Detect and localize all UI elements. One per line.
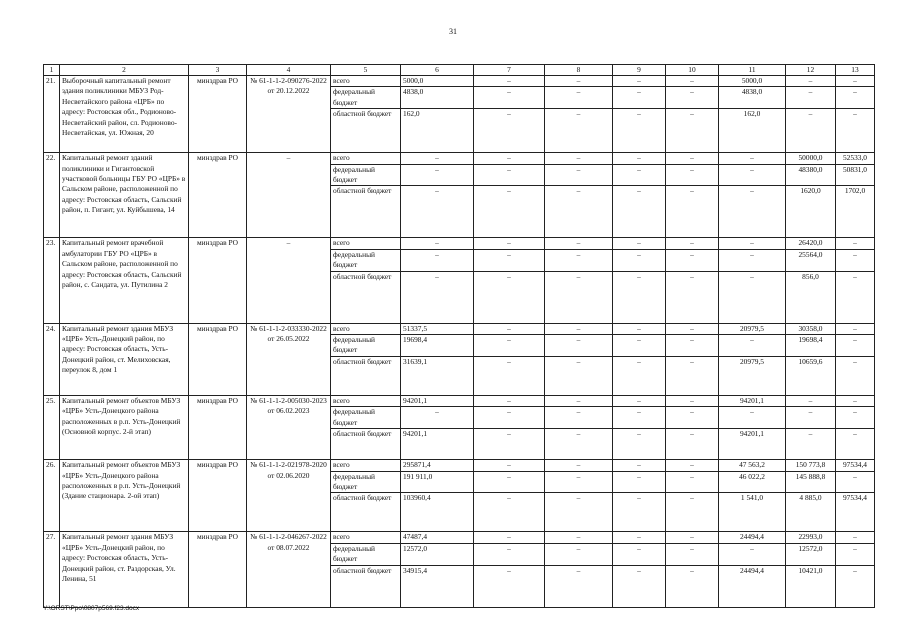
amount-cell: – bbox=[786, 429, 836, 460]
amount-cell: 103960,4 bbox=[401, 493, 474, 532]
object-description: Капитальный ремонт здания МБУЗ «ЦРБ» Усть-Донецкий район, по адресу: Ростовская область, Усть-Донецкий район, ст. Раздорская, Ул. Ленина, 51 bbox=[60, 532, 189, 607]
amount-cell: – bbox=[474, 407, 545, 429]
amount-cell: – bbox=[719, 543, 786, 565]
amount-cell: – bbox=[836, 471, 875, 493]
amount-cell: – bbox=[836, 565, 875, 607]
amount-cell: 50000,0 bbox=[786, 153, 836, 164]
amount-cell: 48380,0 bbox=[786, 164, 836, 186]
funding-source: всего bbox=[331, 395, 401, 406]
funding-source: всего bbox=[331, 532, 401, 543]
amount-cell: – bbox=[666, 335, 719, 357]
responsible-agency: минздрав РО bbox=[189, 460, 247, 532]
amount-cell: – bbox=[836, 532, 875, 543]
amount-cell: 30358,0 bbox=[786, 323, 836, 334]
funding-source: федеральный бюджет bbox=[331, 249, 401, 271]
column-number: 11 bbox=[719, 65, 786, 76]
column-number: 3 bbox=[189, 65, 247, 76]
row-number: 24. bbox=[44, 323, 60, 395]
amount-cell: – bbox=[836, 109, 875, 153]
expertise-document: – bbox=[247, 153, 331, 238]
amount-cell: 295871,4 bbox=[401, 460, 474, 471]
amount-cell: – bbox=[613, 109, 666, 153]
amount-cell: – bbox=[613, 87, 666, 109]
amount-cell: 94201,1 bbox=[401, 429, 474, 460]
responsible-agency: минздрав РО bbox=[189, 238, 247, 323]
amount-cell: – bbox=[719, 271, 786, 323]
amount-cell: – bbox=[836, 543, 875, 565]
amount-cell: – bbox=[836, 429, 875, 460]
amount-cell: – bbox=[613, 407, 666, 429]
funding-table bbox=[43, 64, 875, 608]
funding-source: областной бюджет bbox=[331, 186, 401, 238]
funding-source: областной бюджет bbox=[331, 356, 401, 395]
amount-cell: – bbox=[613, 493, 666, 532]
amount-cell: – bbox=[401, 153, 474, 164]
amount-cell: – bbox=[666, 356, 719, 395]
amount-cell: – bbox=[613, 153, 666, 164]
row-number: 25. bbox=[44, 395, 60, 459]
amount-cell: 46 022,2 bbox=[719, 471, 786, 493]
amount-cell: – bbox=[613, 565, 666, 607]
table-row bbox=[44, 532, 875, 543]
amount-cell: – bbox=[836, 335, 875, 357]
amount-cell: – bbox=[545, 471, 613, 493]
amount-cell: – bbox=[786, 76, 836, 87]
amount-cell: 162,0 bbox=[719, 109, 786, 153]
amount-cell: 4838,0 bbox=[719, 87, 786, 109]
amount-cell: – bbox=[666, 565, 719, 607]
amount-cell: 20979,5 bbox=[719, 323, 786, 334]
amount-cell: 24494,4 bbox=[719, 565, 786, 607]
column-number: 7 bbox=[474, 65, 545, 76]
amount-cell: – bbox=[666, 532, 719, 543]
amount-cell: – bbox=[474, 565, 545, 607]
amount-cell: – bbox=[719, 335, 786, 357]
object-description: Капитальный ремонт объектов МБУЗ «ЦРБ» Усть-Донецкого района расположенных в р.п. Усть-Донецкий (Здание стационара. 2-ой этап) bbox=[60, 460, 189, 532]
amount-cell: 4 885,0 bbox=[786, 493, 836, 532]
funding-source: федеральный бюджет bbox=[331, 335, 401, 357]
amount-cell: – bbox=[474, 76, 545, 87]
amount-cell: – bbox=[401, 164, 474, 186]
amount-cell: – bbox=[474, 271, 545, 323]
funding-source: областной бюджет bbox=[331, 271, 401, 323]
column-number: 10 bbox=[666, 65, 719, 76]
amount-cell: – bbox=[666, 249, 719, 271]
amount-cell: 10421,0 bbox=[786, 565, 836, 607]
table-row bbox=[44, 76, 875, 87]
amount-cell: 94201,1 bbox=[401, 395, 474, 406]
funding-source: всего bbox=[331, 460, 401, 471]
amount-cell: 1702,0 bbox=[836, 186, 875, 238]
amount-cell: – bbox=[613, 543, 666, 565]
funding-source: областной бюджет bbox=[331, 565, 401, 607]
amount-cell: – bbox=[474, 493, 545, 532]
amount-cell: – bbox=[666, 323, 719, 334]
amount-cell: – bbox=[666, 429, 719, 460]
table-row bbox=[44, 238, 875, 249]
amount-cell: – bbox=[545, 323, 613, 334]
amount-cell: – bbox=[613, 471, 666, 493]
amount-cell: – bbox=[666, 471, 719, 493]
expertise-document: – bbox=[247, 238, 331, 323]
amount-cell: – bbox=[474, 87, 545, 109]
amount-cell: 22993,0 bbox=[786, 532, 836, 543]
amount-cell: – bbox=[613, 323, 666, 334]
amount-cell: – bbox=[836, 271, 875, 323]
amount-cell: – bbox=[613, 395, 666, 406]
amount-cell: – bbox=[613, 249, 666, 271]
row-number: 23. bbox=[44, 238, 60, 323]
amount-cell: – bbox=[786, 395, 836, 406]
amount-cell: – bbox=[836, 407, 875, 429]
amount-cell: – bbox=[836, 238, 875, 249]
amount-cell: – bbox=[836, 323, 875, 334]
amount-cell: – bbox=[401, 271, 474, 323]
column-number: 8 bbox=[545, 65, 613, 76]
amount-cell: – bbox=[545, 356, 613, 395]
amount-cell: – bbox=[836, 76, 875, 87]
file-path-footer: Y:\ORST\Ppo\0807p569.f23.docx bbox=[43, 605, 140, 612]
funding-source: федеральный бюджет bbox=[331, 87, 401, 109]
column-number: 13 bbox=[836, 65, 875, 76]
amount-cell: – bbox=[545, 543, 613, 565]
object-description: Капитальный ремонт здания МБУЗ «ЦРБ» Усть-Донецкий район, по адресу: Ростовская область, Усть-Донецкий район, ст. Мелиховская, переулок 8, дом 1 bbox=[60, 323, 189, 395]
amount-cell: – bbox=[474, 429, 545, 460]
amount-cell: 47 563,2 bbox=[719, 460, 786, 471]
responsible-agency: минздрав РО bbox=[189, 323, 247, 395]
amount-cell: – bbox=[613, 460, 666, 471]
object-description: Капитальный ремонт врачебной амбулатории ГБУ РО «ЦРБ» в Сальском районе, расположенной по адресу: Ростовская область, Сальский район, с. Сандата, ул. Путилина 2 bbox=[60, 238, 189, 323]
amount-cell: – bbox=[836, 356, 875, 395]
amount-cell: – bbox=[401, 238, 474, 249]
amount-cell: 5000,0 bbox=[719, 76, 786, 87]
amount-cell: 10659,6 bbox=[786, 356, 836, 395]
amount-cell: 47487,4 bbox=[401, 532, 474, 543]
funding-source: всего bbox=[331, 238, 401, 249]
amount-cell: – bbox=[474, 460, 545, 471]
amount-cell: 19698,4 bbox=[401, 335, 474, 357]
amount-cell: – bbox=[786, 407, 836, 429]
amount-cell: 97534,4 bbox=[836, 493, 875, 532]
column-number: 9 bbox=[613, 65, 666, 76]
amount-cell: – bbox=[474, 109, 545, 153]
amount-cell: – bbox=[545, 109, 613, 153]
amount-cell: – bbox=[474, 164, 545, 186]
amount-cell: – bbox=[474, 395, 545, 406]
amount-cell: – bbox=[786, 109, 836, 153]
amount-cell: – bbox=[786, 87, 836, 109]
amount-cell: 150 773,8 bbox=[786, 460, 836, 471]
amount-cell: – bbox=[545, 186, 613, 238]
amount-cell: – bbox=[474, 249, 545, 271]
table-row bbox=[44, 395, 875, 406]
expertise-document: № 61-1-1-2-090276-2022 от 20.12.2022 bbox=[247, 76, 331, 153]
amount-cell: – bbox=[613, 238, 666, 249]
amount-cell: – bbox=[545, 271, 613, 323]
amount-cell: 24494,4 bbox=[719, 532, 786, 543]
amount-cell: – bbox=[474, 238, 545, 249]
page-number: 31 bbox=[449, 27, 457, 36]
responsible-agency: минздрав РО bbox=[189, 532, 247, 607]
amount-cell: 94201,1 bbox=[719, 429, 786, 460]
amount-cell: – bbox=[474, 543, 545, 565]
amount-cell: – bbox=[666, 238, 719, 249]
amount-cell: 4838,0 bbox=[401, 87, 474, 109]
amount-cell: 1 541,0 bbox=[719, 493, 786, 532]
expertise-document: № 61-1-1-2-046267-2022 от 08.07.2022 bbox=[247, 532, 331, 607]
amount-cell: – bbox=[545, 395, 613, 406]
column-number: 5 bbox=[331, 65, 401, 76]
amount-cell: – bbox=[474, 471, 545, 493]
amount-cell: – bbox=[613, 532, 666, 543]
table-row bbox=[44, 460, 875, 471]
amount-cell: – bbox=[836, 249, 875, 271]
amount-cell: – bbox=[836, 87, 875, 109]
table-row bbox=[44, 323, 875, 334]
amount-cell: – bbox=[666, 87, 719, 109]
amount-cell: – bbox=[719, 238, 786, 249]
funding-source: областной бюджет bbox=[331, 493, 401, 532]
amount-cell: – bbox=[613, 429, 666, 460]
amount-cell: – bbox=[613, 271, 666, 323]
amount-cell: – bbox=[401, 186, 474, 238]
amount-cell: 31639,1 bbox=[401, 356, 474, 395]
amount-cell: – bbox=[545, 460, 613, 471]
funding-source: всего bbox=[331, 76, 401, 87]
funding-source: федеральный бюджет bbox=[331, 407, 401, 429]
amount-cell: – bbox=[666, 271, 719, 323]
amount-cell: – bbox=[666, 76, 719, 87]
amount-cell: – bbox=[545, 249, 613, 271]
amount-cell: – bbox=[719, 164, 786, 186]
column-number: 4 bbox=[247, 65, 331, 76]
amount-cell: – bbox=[666, 109, 719, 153]
amount-cell: – bbox=[836, 395, 875, 406]
amount-cell: – bbox=[666, 186, 719, 238]
amount-cell: – bbox=[666, 395, 719, 406]
amount-cell: – bbox=[545, 87, 613, 109]
row-number: 27. bbox=[44, 532, 60, 607]
funding-source: федеральный бюджет bbox=[331, 543, 401, 565]
amount-cell: 50831,0 bbox=[836, 164, 875, 186]
amount-cell: – bbox=[401, 249, 474, 271]
funding-source: всего bbox=[331, 153, 401, 164]
amount-cell: – bbox=[545, 164, 613, 186]
funding-source: федеральный бюджет bbox=[331, 471, 401, 493]
amount-cell: 20979,5 bbox=[719, 356, 786, 395]
amount-cell: 97534,4 bbox=[836, 460, 875, 471]
responsible-agency: минздрав РО bbox=[189, 76, 247, 153]
column-number: 1 bbox=[44, 65, 60, 76]
amount-cell: – bbox=[545, 407, 613, 429]
amount-cell: – bbox=[474, 153, 545, 164]
funding-source: областной бюджет bbox=[331, 109, 401, 153]
amount-cell: – bbox=[545, 238, 613, 249]
amount-cell: – bbox=[613, 164, 666, 186]
amount-cell: – bbox=[666, 543, 719, 565]
amount-cell: 5000,0 bbox=[401, 76, 474, 87]
amount-cell: – bbox=[666, 493, 719, 532]
object-description: Капитальный ремонт объектов МБУЗ «ЦРБ» Усть-Донецкого района расположенных в р.п. Усть-Донецкий (Основной корпус. 2-й этап) bbox=[60, 395, 189, 459]
amount-cell: – bbox=[474, 335, 545, 357]
funding-source: всего bbox=[331, 323, 401, 334]
amount-cell: – bbox=[401, 407, 474, 429]
object-description: Капитальный ремонт зданий поликлиники и Гигантовской участковой больницы ГБУ РО «ЦРБ» в Сальском районе, расположенной по адресу: Ростовская область, Сальский район, п. Гигант, ул. Куйбышева, 14 bbox=[60, 153, 189, 238]
column-number: 6 bbox=[401, 65, 474, 76]
amount-cell: – bbox=[719, 186, 786, 238]
funding-source: областной бюджет bbox=[331, 429, 401, 460]
amount-cell: – bbox=[545, 153, 613, 164]
amount-cell: 26420,0 bbox=[786, 238, 836, 249]
amount-cell: – bbox=[719, 249, 786, 271]
amount-cell: – bbox=[613, 335, 666, 357]
amount-cell: – bbox=[474, 323, 545, 334]
amount-cell: – bbox=[719, 153, 786, 164]
amount-cell: – bbox=[545, 335, 613, 357]
amount-cell: 856,0 bbox=[786, 271, 836, 323]
amount-cell: 52533,0 bbox=[836, 153, 875, 164]
row-number: 21. bbox=[44, 76, 60, 153]
expertise-document: № 61-1-1-2-021978-2020 от 02.06.2020 bbox=[247, 460, 331, 532]
table-row bbox=[44, 153, 875, 164]
column-number: 12 bbox=[786, 65, 836, 76]
amount-cell: – bbox=[545, 429, 613, 460]
amount-cell: – bbox=[545, 532, 613, 543]
amount-cell: 51337,5 bbox=[401, 323, 474, 334]
amount-cell: 19698,4 bbox=[786, 335, 836, 357]
amount-cell: 94201,1 bbox=[719, 395, 786, 406]
amount-cell: 25564,0 bbox=[786, 249, 836, 271]
amount-cell: 1620,0 bbox=[786, 186, 836, 238]
amount-cell: – bbox=[613, 186, 666, 238]
column-number: 2 bbox=[60, 65, 189, 76]
amount-cell: – bbox=[545, 76, 613, 87]
amount-cell: – bbox=[719, 407, 786, 429]
amount-cell: 145 888,8 bbox=[786, 471, 836, 493]
amount-cell: 12572,0 bbox=[786, 543, 836, 565]
row-number: 26. bbox=[44, 460, 60, 532]
expertise-document: № 61-1-1-2-005030-2023 от 06.02.2023 bbox=[247, 395, 331, 459]
amount-cell: 34915,4 bbox=[401, 565, 474, 607]
amount-cell: – bbox=[545, 565, 613, 607]
responsible-agency: минздрав РО bbox=[189, 395, 247, 459]
object-description: Выборочный капитальный ремонт здания поликлиники МБУЗ Род-Несветайского района «ЦРБ» по адресу: Ростовская обл., Родионово-Несветайский район, сл. Родионово-Несветайская, ул. Южная, 20 bbox=[60, 76, 189, 153]
amount-cell: – bbox=[666, 460, 719, 471]
amount-cell: – bbox=[545, 493, 613, 532]
amount-cell: 162,0 bbox=[401, 109, 474, 153]
amount-cell: – bbox=[666, 153, 719, 164]
amount-cell: – bbox=[474, 532, 545, 543]
funding-source: федеральный бюджет bbox=[331, 164, 401, 186]
expertise-document: № 61-1-1-2-033330-2022 от 26.05.2022 bbox=[247, 323, 331, 395]
column-number-row bbox=[44, 65, 875, 76]
amount-cell: 191 911,0 bbox=[401, 471, 474, 493]
amount-cell: – bbox=[666, 407, 719, 429]
amount-cell: 12572,0 bbox=[401, 543, 474, 565]
amount-cell: – bbox=[666, 164, 719, 186]
row-number: 22. bbox=[44, 153, 60, 238]
amount-cell: – bbox=[613, 76, 666, 87]
amount-cell: – bbox=[613, 356, 666, 395]
amount-cell: – bbox=[474, 356, 545, 395]
amount-cell: – bbox=[474, 186, 545, 238]
responsible-agency: минздрав РО bbox=[189, 153, 247, 238]
